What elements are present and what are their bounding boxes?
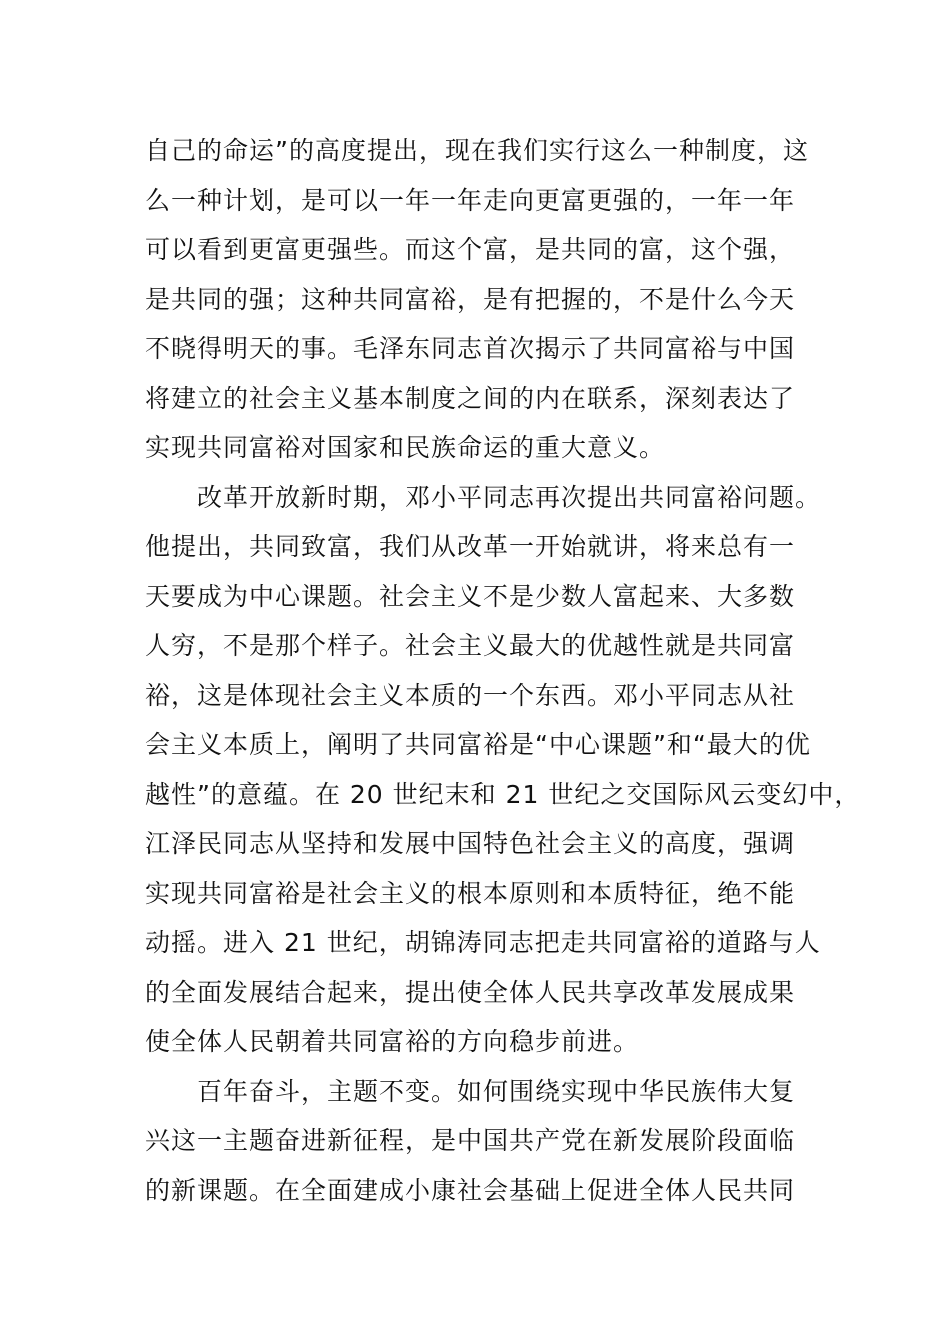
paragraph-start-line: 百年奋斗，主题不变。如何围绕实现中华民族伟大复 — [197, 1076, 796, 1106]
paragraph-start-line: 改革开放新时期，邓小平同志再次提出共同富裕问题。 — [197, 482, 822, 512]
text-line: 越性”的意蕴。在 20 世纪末和 21 世纪之交国际风云变幻中， — [145, 779, 861, 809]
text-line: 实现共同富裕对国家和民族命运的重大意义。 — [145, 433, 666, 462]
text-line: 的新课题。在全面建成小康社会基础上促进全体人民共同 — [145, 1175, 796, 1205]
text-line: 自己的命运”的高度提出，现在我们实行这么一种制度，这 — [145, 136, 809, 165]
text-line: 将建立的社会主义基本制度之间的内在联系，深刻表达了 — [145, 383, 796, 413]
text-line: 他提出，共同致富，我们从改革一开始就讲，将来总有一 — [145, 532, 796, 561]
text-line: 天要成为中心课题。社会主义不是少数人富起来、大多数 — [145, 581, 796, 611]
text-line: 裕，这是体现社会主义本质的一个东西。邓小平同志从社 — [145, 680, 796, 710]
text-line: 不晓得明天的事。毛泽东同志首次揭示了共同富裕与中国 — [145, 334, 796, 363]
body-text — [145, 126, 861, 1215]
text-line: 可以看到更富更强些。而这个富，是共同的富，这个强， — [145, 235, 796, 264]
text-line: 兴这一主题奋进新征程，是中国共产党在新发展阶段面临 — [145, 1126, 796, 1155]
text-line: 的全面发展结合起来，提出使全体人民共享改革发展成果 — [145, 977, 796, 1007]
text-line: 是共同的强；这种共同富裕，是有把握的，不是什么今天 — [145, 284, 796, 314]
text-line: 动摇。进入 21 世纪，胡锦涛同志把走共同富裕的道路与人 — [145, 928, 821, 957]
text-line: 使全体人民朝着共同富裕的方向稳步前进。 — [145, 1027, 640, 1056]
text-line: 江泽民同志从坚持和发展中国特色社会主义的高度，强调 — [145, 829, 796, 858]
text-line: 么一种计划，是可以一年一年走向更富更强的，一年一年 — [145, 185, 796, 215]
text-line: 会主义本质上，阐明了共同富裕是“中心课题”和“最大的优 — [145, 730, 811, 759]
text-line: 实现共同富裕是社会主义的根本原则和本质特征，绝不能 — [145, 878, 796, 908]
text-line: 人穷，不是那个样子。社会主义最大的优越性就是共同富 — [145, 631, 796, 660]
